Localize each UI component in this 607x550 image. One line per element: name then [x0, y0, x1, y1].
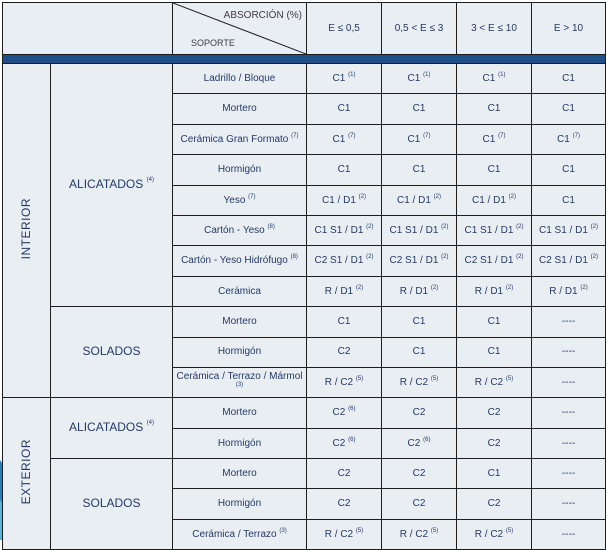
cell-text: C1 [407, 133, 421, 145]
soporte-cell [173, 519, 307, 549]
cell-text: C1 [412, 346, 426, 358]
cell-text: Cerámica / Terrazo / Mármol [176, 371, 303, 383]
cell-text: C2 S1 / D1 [389, 255, 439, 267]
footnote-ref: (2) [355, 284, 364, 291]
adhesive-cell [532, 276, 606, 306]
cell-text: Hormigón [217, 346, 262, 358]
adhesive-cell [532, 367, 606, 397]
footnote-ref: (5) [505, 527, 514, 534]
adhesive-cell [457, 428, 532, 458]
adhesive-cell [532, 428, 606, 458]
adhesive-cell [532, 246, 606, 276]
adhesive-cell [532, 337, 606, 367]
footnote-ref: (7) [423, 132, 431, 139]
adhesive-cell [382, 398, 457, 428]
cell-text: C2 [332, 407, 346, 419]
adhesive-cell [532, 185, 606, 215]
adhesive-cell [382, 337, 457, 367]
cell-text: ---- [561, 316, 576, 328]
adhesive-cell [382, 155, 457, 185]
cell-text: C1 [562, 194, 575, 206]
cell-text: C1 [482, 72, 496, 84]
cell-text: ---- [561, 346, 576, 358]
adhesive-cell [307, 489, 382, 519]
adhesive-cell [382, 94, 457, 124]
footnote-ref: (7) [498, 132, 506, 139]
footnote-ref: (1) [423, 71, 431, 78]
cell-text: C2 S1 / D1 [464, 255, 514, 267]
adhesive-cell [382, 64, 457, 94]
adhesive-cell [457, 94, 532, 124]
cell-text: C2 [412, 468, 426, 480]
cell-text: ---- [561, 468, 576, 480]
footnote-ref: (8) [267, 223, 275, 230]
cell-text: R / D1 [549, 285, 578, 297]
cell-text: C2 [412, 498, 426, 510]
cell-text: C1 / D1 [471, 194, 506, 206]
cell-text: C1 S1 / D1 [389, 224, 439, 236]
cell-text: SOLADOS [82, 344, 141, 359]
header-band-row [3, 55, 606, 64]
cell-text: R / D1 [399, 285, 429, 297]
cell-text: Cerámica [218, 285, 261, 297]
adhesive-cell [457, 519, 532, 549]
footnote-ref: (5) [355, 527, 364, 534]
adhesive-cell [382, 459, 457, 489]
adhesive-cell [307, 519, 382, 549]
footnote-ref: (2) [580, 284, 588, 291]
exterior-alicatados-group [51, 398, 173, 459]
adhesive-cell [532, 155, 606, 185]
cell-text: C2 [337, 498, 351, 510]
adhesive-selection-table [2, 2, 606, 550]
cell-text: Mortero [222, 468, 257, 480]
footnote-ref: (7) [248, 193, 256, 200]
adhesive-cell [457, 337, 532, 367]
footnote-ref: (5) [505, 375, 514, 382]
header-blank-cell [3, 3, 173, 55]
footnote-ref: (8) [290, 254, 298, 261]
cell-text: C2 [407, 437, 421, 449]
absorcion-label: ABSORCIÓN (%) [223, 10, 302, 21]
cell-text: C2 [487, 437, 501, 449]
cell-text: Hormigón [217, 437, 262, 449]
adhesive-cell [382, 307, 457, 337]
adhesive-cell [307, 428, 382, 458]
cell-text: Yeso [223, 194, 246, 206]
adhesive-cell [307, 276, 382, 306]
adhesive-cell [382, 215, 457, 245]
cell-text: C1 [487, 164, 501, 176]
cell-text: Hormigón [217, 164, 262, 176]
cell-text: C1 [332, 133, 346, 145]
cell-text: SOLADOS [82, 496, 141, 511]
soporte-cell [173, 246, 307, 276]
cell-text: C1 [562, 164, 575, 176]
footnote-ref: (2) [366, 254, 374, 261]
interior-label: INTERIOR [18, 198, 33, 260]
adhesive-cell [307, 337, 382, 367]
cell-text: C1 S1 / D1 [314, 224, 364, 236]
table-row [3, 307, 606, 337]
cell-text: C2 [412, 407, 426, 419]
soporte-cell [173, 185, 307, 215]
footnote-ref: (1) [498, 71, 506, 78]
cell-text: C1 [562, 72, 575, 84]
adhesive-cell [307, 124, 382, 154]
footnote-ref: (1) [348, 71, 356, 78]
range-header-3: 3 < E ≤ 10 [457, 3, 532, 55]
cell-text: C1 [337, 316, 351, 328]
table-row [3, 398, 606, 428]
header-diagonal-cell [173, 3, 307, 55]
adhesive-cell [457, 489, 532, 519]
exterior-solados-group [51, 459, 173, 550]
adhesive-cell [457, 215, 532, 245]
footnote-ref: (4) [146, 420, 154, 427]
soporte-cell [173, 124, 307, 154]
adhesive-cell [307, 307, 382, 337]
adhesive-cell [307, 367, 382, 397]
cell-text: R / C2 [324, 528, 354, 540]
footnote-ref: (5) [430, 375, 439, 382]
soporte-label: SOPORTE [191, 37, 235, 48]
adhesive-cell [457, 307, 532, 337]
cell-text: C2 [487, 498, 501, 510]
soporte-cell [173, 307, 307, 337]
cell-text: C1 [332, 72, 346, 84]
interior-solados-group [51, 307, 173, 398]
cell-text: Mortero [222, 103, 257, 115]
cell-text: C1 [562, 103, 575, 115]
footnote-ref: (3) [235, 381, 244, 388]
adhesive-cell [307, 246, 382, 276]
footnote-ref: (2) [516, 223, 524, 230]
adhesive-cell [457, 155, 532, 185]
adhesive-cell [382, 124, 457, 154]
adhesive-cell [307, 459, 382, 489]
footnote-ref: (2) [590, 254, 599, 261]
exterior-label: EXTERIOR [18, 439, 33, 505]
footnote-ref: (2) [430, 284, 439, 291]
cell-text: ALICATADOS [69, 420, 144, 435]
adhesive-cell [307, 155, 382, 185]
adhesive-cell [307, 185, 382, 215]
adhesive-cell [532, 398, 606, 428]
footnote-ref: (2) [441, 223, 449, 230]
footnote-ref: (7) [291, 132, 299, 139]
adhesive-cell [382, 428, 457, 458]
cell-text: R / C2 [474, 376, 504, 388]
footnote-ref: (2) [433, 193, 442, 200]
adhesive-cell [457, 124, 532, 154]
cell-text: ---- [561, 407, 576, 419]
adhesive-cell [307, 94, 382, 124]
cell-text: Cartón - Yeso Hidrófugo [181, 255, 288, 267]
cell-text: C1 [487, 316, 501, 328]
range-header-2: 0,5 < E ≤ 3 [382, 3, 457, 55]
cell-text: C1 [557, 133, 570, 145]
cell-text: C1 [487, 468, 501, 480]
cell-text: C1 [412, 316, 426, 328]
footnote-ref: (5) [430, 527, 439, 534]
cell-text: Cerámica Gran Formato [180, 133, 289, 145]
cell-text: R / C2 [474, 528, 504, 540]
interior-alicatados-group [51, 64, 173, 307]
cell-text: C2 [337, 346, 351, 358]
soporte-cell [173, 459, 307, 489]
cell-text: C1 [412, 164, 426, 176]
footnote-ref: (6) [348, 436, 356, 443]
cell-text: R / C2 [399, 528, 429, 540]
adhesive-cell [307, 215, 382, 245]
soporte-cell [173, 64, 307, 94]
cell-text: C1 S1 / D1 [464, 224, 514, 236]
cell-text: Cerámica / Terrazo [192, 528, 277, 540]
footnote-ref: (5) [355, 375, 364, 382]
cell-text: C2 [332, 437, 346, 449]
cell-text: C2 [337, 468, 351, 480]
soporte-cell [173, 428, 307, 458]
footnote-ref: (3) [279, 527, 287, 534]
cell-text: Hormigón [217, 498, 262, 510]
cell-text: ---- [561, 437, 576, 449]
soporte-cell [173, 489, 307, 519]
adhesive-cell [457, 398, 532, 428]
footnote-ref: (7) [348, 132, 356, 139]
adhesive-cell [382, 276, 457, 306]
soporte-cell [173, 337, 307, 367]
cell-text: C1 / D1 [321, 194, 356, 206]
cell-text: ALICATADOS [69, 177, 144, 192]
cell-text: Cartón - Yeso [204, 224, 265, 236]
footnote-ref: (2) [358, 193, 367, 200]
cell-text: C1 [482, 133, 496, 145]
adhesive-cell [307, 398, 382, 428]
adhesive-cell [382, 519, 457, 549]
footnote-ref: (7) [572, 132, 580, 139]
cell-text: R / C2 [399, 376, 429, 388]
footnote-ref: (6) [348, 406, 356, 413]
cell-text: ---- [561, 528, 576, 540]
footnote-ref: (2) [590, 223, 599, 230]
adhesive-cell [457, 246, 532, 276]
exterior-section-cell [3, 398, 51, 550]
cell-text: C1 S1 / D1 [538, 224, 588, 236]
adhesive-cell [382, 185, 457, 215]
adhesive-cell [457, 185, 532, 215]
adhesive-cell [532, 519, 606, 549]
adhesive-cell [457, 367, 532, 397]
range-header-1: E ≤ 0,5 [307, 3, 382, 55]
range-header-4: E > 10 [532, 3, 606, 55]
adhesive-cell [532, 215, 606, 245]
footnote-ref: (2) [366, 223, 374, 230]
cell-text: Mortero [222, 316, 257, 328]
adhesive-cell [532, 64, 606, 94]
cell-text: R / C2 [324, 376, 354, 388]
table-row [3, 64, 606, 94]
adhesive-cell [382, 367, 457, 397]
footnote-ref: (2) [516, 254, 524, 261]
cell-text: R / D1 [324, 285, 354, 297]
cell-text: ---- [561, 498, 576, 510]
footnote-ref: (6) [423, 436, 431, 443]
adhesive-cell [532, 307, 606, 337]
cell-text: C1 [407, 72, 421, 84]
cell-text: C1 [337, 103, 351, 115]
footnote-ref: (2) [505, 284, 514, 291]
cell-text: Mortero [222, 407, 257, 419]
cell-text: C2 S1 / D1 [314, 255, 364, 267]
interior-section-cell [3, 64, 51, 398]
footnote-ref: (4) [146, 177, 154, 184]
adhesive-cell [532, 459, 606, 489]
header-row [3, 3, 606, 55]
cell-text: C1 [487, 103, 501, 115]
soporte-cell [173, 276, 307, 306]
cell-text: C2 S1 / D1 [538, 255, 588, 267]
soporte-cell [173, 367, 307, 397]
cell-text: C1 [412, 103, 426, 115]
adhesive-cell [457, 459, 532, 489]
cell-text: R / D1 [474, 285, 504, 297]
adhesive-cell [307, 64, 382, 94]
cell-text: C1 [487, 346, 501, 358]
cell-text: C1 / D1 [396, 194, 431, 206]
adhesive-cell [532, 124, 606, 154]
adhesive-cell [532, 489, 606, 519]
soporte-cell [173, 398, 307, 428]
soporte-cell [173, 155, 307, 185]
adhesive-cell [382, 489, 457, 519]
footnote-ref: (2) [441, 254, 449, 261]
footnote-ref: (2) [508, 193, 517, 200]
adhesive-cell [382, 246, 457, 276]
cell-text: C2 [487, 407, 501, 419]
adhesive-cell [457, 276, 532, 306]
header-band [3, 55, 606, 64]
soporte-cell [173, 215, 307, 245]
adhesive-cell [532, 94, 606, 124]
cell-text: ---- [561, 376, 576, 388]
cell-text: Ladrillo / Bloque [203, 72, 276, 84]
table-row [3, 459, 606, 489]
soporte-cell [173, 94, 307, 124]
adhesive-cell [457, 64, 532, 94]
cell-text: C1 [337, 164, 351, 176]
